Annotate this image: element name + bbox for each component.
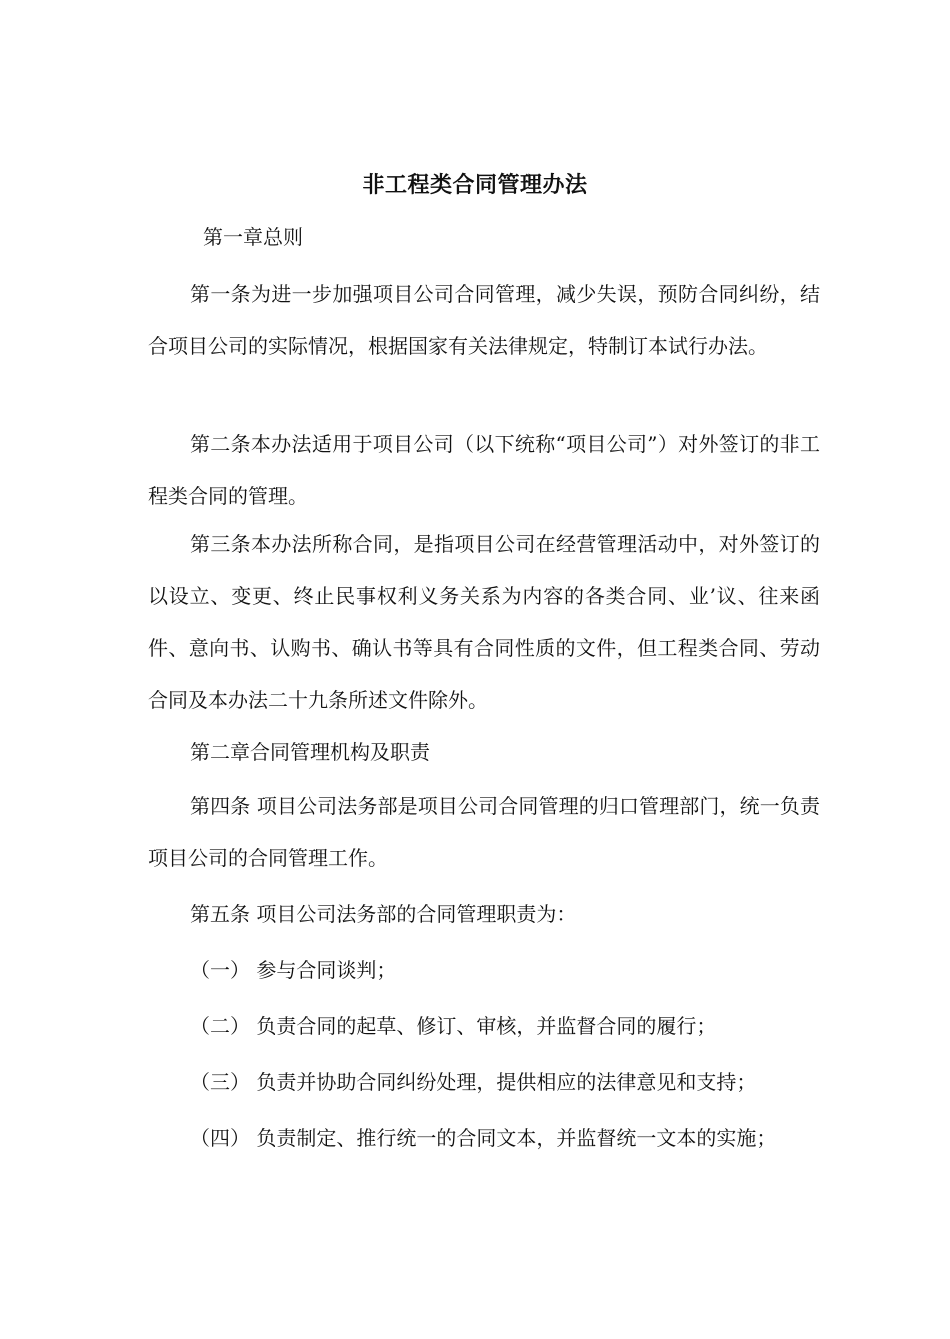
- duty-item-2: （二） 负责合同的起草、修订、审核，并监督合同的履行；: [190, 1014, 717, 1038]
- document-title: 非工程类合同管理办法: [362, 173, 588, 198]
- article-4: 第四条 项目公司法务部是项目公司合同管理的归口管理部门，统一负责项目公司的合同管理工作。: [148, 794, 820, 870]
- duty-item-1: （一） 参与合同谈判；: [190, 958, 397, 982]
- duty-item-3: （三） 负责并协助合同纠纷处理，提供相应的法律意见和支持；: [190, 1070, 757, 1094]
- article-2: 第二条本办法适用于项目公司（以下统称“项目公司”）对外签订的非工程类合同的管理。: [148, 432, 820, 508]
- chapter-heading-2: 第二章合同管理机构及职责: [190, 740, 430, 764]
- article-1: 第一条为进一步加强项目公司合同管理，减少失误，预防合同纠纷，结合项目公司的实际情况，根据国家有关法律规定，特制订本试行办法。: [148, 282, 820, 358]
- article-3: 第三条本办法所称合同，是指项目公司在经营管理活动中，对外签订的以设立、变更、终止民事权利义务关系为内容的各类合同、业’议、往来函件、意向书、认购书、确认书等具有合同性质的文件，但工程类合同、劳动合同及本办法二十九条所述文件除外。: [148, 532, 820, 712]
- chapter-heading-1: 第一章总则: [203, 225, 303, 249]
- duty-item-4: （四） 负责制定、推行统一的合同文本，并监督统一文本的实施；: [190, 1126, 777, 1150]
- article-5: 第五条 项目公司法务部的合同管理职责为：: [190, 902, 577, 926]
